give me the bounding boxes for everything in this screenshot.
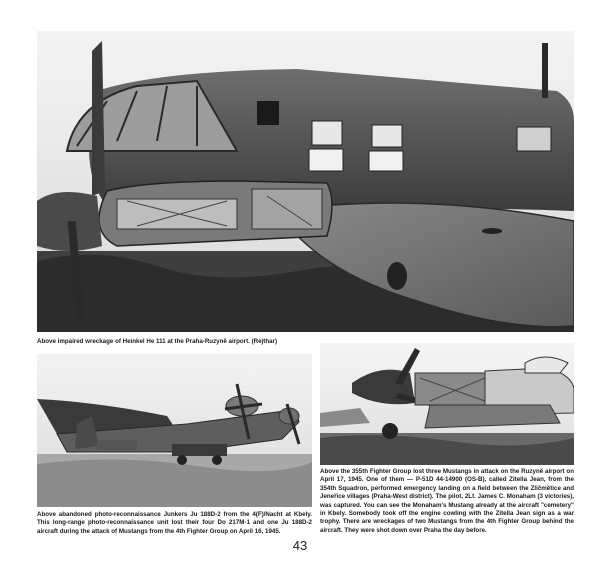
- caption-top-photo: Above impaired wreckage of Heinkel He 111 at the Praha-Ruzyně airport. (Rejthar): [37, 338, 278, 345]
- caption-bottom-left-photo: Above abandoned photo-reconnaissance Junkers Ju 188D-2 from the 4(F)/Nacht at Kbely. This long-range photo-reconnaissance unit lost their four Do 217M-1 and one Ju 188D-2 aircraft during the attack of Mustangs from the 4th Fighter Group on April 16, 1945.: [37, 511, 312, 535]
- page-number: 43: [292, 538, 308, 553]
- photo-mustang-zitella-jean: [320, 343, 574, 465]
- photo-junkers-ju188-wreck: [37, 354, 312, 507]
- photo-mustang-zitella-jean-image: [320, 343, 574, 465]
- caption-bottom-right-photo: Above the 355th Fighter Group lost three Mustangs in attack on the Ruzyně airport on April 17, 1945. One of them — P-51D 44-14900 (OS-B), called Zitella Jean, from the 354th Squadron, performed emergency landing on a field between the Zličmětice and Jeneřice villages (Praha-West district). The pilot, 2Lt. James C. Monaham (3 victories), was captured. You can see the Monaham's Mustang already at the aircraft "cemetery" in Kbely. Somebody took off the engine cowling with the Zitella Jean sign as a war trophy. There are wreckages of two Mustangs from the 4th Fighter Group behind the aircraft. They were shot down over Praha the day before.: [320, 468, 574, 534]
- photo-heinkel-he111-wreck-image: [37, 31, 574, 332]
- photo-heinkel-he111-wreck: [37, 31, 574, 332]
- photo-junkers-ju188-wreck-image: [37, 354, 312, 507]
